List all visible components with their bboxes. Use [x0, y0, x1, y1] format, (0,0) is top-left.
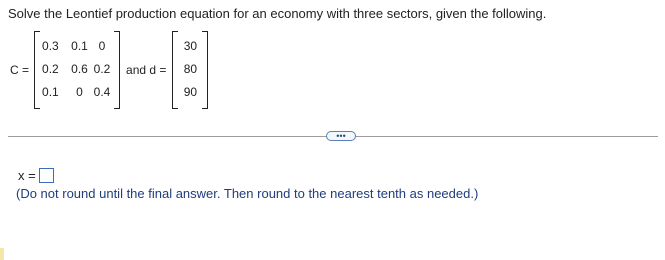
c-matrix-cell: 0.3 — [42, 39, 59, 53]
question-text: Solve the Leontief production equation for an economy with three sectors, given the following. — [8, 6, 547, 21]
c-matrix-cell: 0 — [98, 39, 106, 53]
more-options-button[interactable]: ••• — [326, 131, 356, 141]
c-label: C = — [10, 63, 30, 77]
c-matrix-cell: 0.1 — [71, 39, 88, 53]
c-matrix-cell: 0.1 — [42, 85, 59, 99]
c-matrix-right-bracket — [114, 31, 120, 109]
c-matrix-cell: 0.2 — [93, 62, 111, 76]
rounding-note: (Do not round until the final answer. Then round to the nearest tenth as needed.) — [16, 186, 479, 201]
d-vector — [170, 31, 210, 109]
d-vector-cell: 30 — [183, 39, 198, 53]
d-vector-grid — [180, 31, 200, 104]
c-matrix-cell: 0.2 — [42, 62, 59, 76]
d-vector-left-bracket — [172, 31, 178, 109]
c-matrix-grid — [42, 31, 112, 104]
answer-label: x = — [18, 168, 36, 183]
answer-row — [18, 168, 54, 183]
d-vector-cell: 80 — [183, 62, 198, 76]
d-vector-right-bracket — [202, 31, 208, 109]
d-vector-cell: 90 — [183, 85, 198, 99]
c-matrix-left-bracket — [34, 31, 40, 109]
c-matrix-cell: 0 — [76, 85, 83, 99]
answer-input[interactable] — [39, 168, 54, 183]
corner-marker — [0, 248, 4, 260]
equation-row — [10, 30, 210, 110]
c-matrix-cell: 0.4 — [93, 85, 111, 99]
c-matrix — [32, 31, 122, 109]
and-d-label: and d = — [126, 63, 167, 77]
c-matrix-cell: 0.6 — [71, 62, 88, 76]
